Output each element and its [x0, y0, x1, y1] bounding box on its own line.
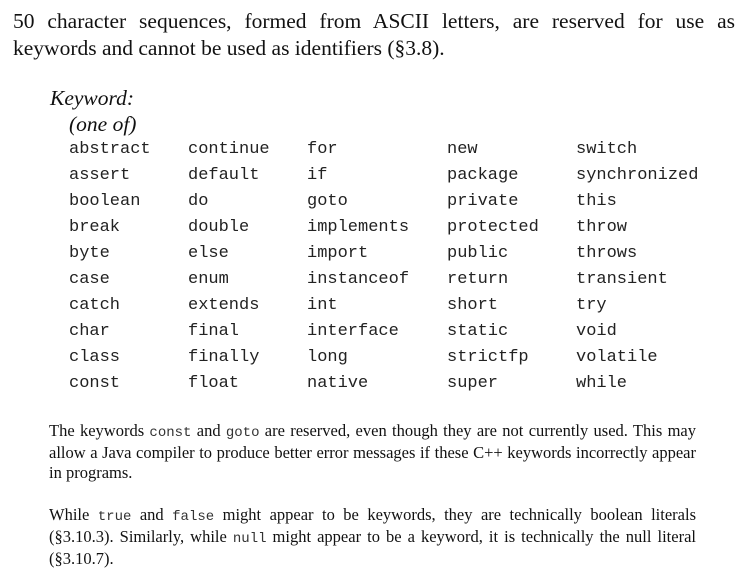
keyword-cell: float — [188, 374, 240, 393]
keyword-production-heading: Keyword: — [50, 86, 134, 110]
keyword-cell: throw — [576, 218, 628, 237]
keyword-cell: short — [447, 296, 499, 315]
keyword-cell: break — [69, 218, 121, 237]
keyword-cell: try — [576, 296, 607, 315]
keyword-cell: if — [307, 166, 328, 185]
keyword-cell: new — [447, 140, 478, 159]
literals-note — [49, 505, 696, 569]
keyword-cell: package — [447, 166, 519, 185]
keyword-cell: implements — [307, 218, 410, 237]
keyword-cell: while — [576, 374, 628, 393]
keyword-cell: public — [447, 244, 509, 263]
code-false: false — [172, 509, 215, 525]
keyword-cell: char — [69, 322, 110, 341]
note-text: and — [191, 421, 226, 440]
keyword-cell: assert — [69, 166, 131, 185]
keyword-cell: goto — [307, 192, 348, 211]
keyword-cell: private — [447, 192, 519, 211]
keyword-cell: throws — [576, 244, 638, 263]
keyword-cell: for — [307, 140, 338, 159]
keyword-cell: instanceof — [307, 270, 410, 289]
code-true: true — [97, 509, 132, 525]
intro-paragraph: 50 character sequences, formed from ASCII letters, are reserved for use as keywords and cannot be used as identifiers (§3.8). — [13, 9, 735, 60]
keyword-cell: continue — [188, 140, 270, 159]
keyword-cell: boolean — [69, 192, 141, 211]
keyword-cell: byte — [69, 244, 110, 263]
note-text: and — [131, 505, 173, 524]
keyword-cell: switch — [576, 140, 638, 159]
note-text: While — [49, 505, 98, 524]
keyword-cell: return — [447, 270, 509, 289]
keyword-cell: do — [188, 192, 209, 211]
keyword-cell: synchronized — [576, 166, 699, 185]
one-of-label: (one of) — [69, 112, 137, 136]
keyword-cell: int — [307, 296, 338, 315]
keyword-cell: double — [188, 218, 250, 237]
keyword-cell: interface — [307, 322, 399, 341]
keyword-cell: finally — [188, 348, 260, 367]
keyword-cell: volatile — [576, 348, 658, 367]
keyword-cell: long — [307, 348, 348, 367]
keyword-cell: class — [69, 348, 121, 367]
note-text: might appear to be keywords, they are technically boolean literals (§3.10.3). Similarly, while — [49, 505, 696, 546]
keyword-cell: else — [188, 244, 229, 263]
keyword-cell: this — [576, 192, 617, 211]
keyword-cell: final — [188, 322, 240, 341]
keyword-cell: enum — [188, 270, 229, 289]
note-text: are reserved, even though they are not currently used. This may allow a Java compiler to produce better error messages if these C++ keywords incorrectly appear in programs. — [49, 421, 696, 482]
keyword-cell: case — [69, 270, 110, 289]
keyword-cell: void — [576, 322, 617, 341]
keyword-cell: const — [69, 374, 121, 393]
code-null: null — [232, 531, 267, 547]
keyword-cell: super — [447, 374, 499, 393]
keyword-cell: catch — [69, 296, 121, 315]
keyword-cell: protected — [447, 218, 539, 237]
keyword-cell: default — [188, 166, 260, 185]
code-goto: goto — [225, 425, 260, 441]
keyword-cell: transient — [576, 270, 668, 289]
reserved-keywords-note — [49, 421, 696, 483]
keyword-cell: native — [307, 374, 369, 393]
keyword-cell: abstract — [69, 140, 151, 159]
note-text: might appear to be a keyword, it is technically the null literal (§3.10.7). — [49, 527, 696, 568]
note-text: The keywords — [49, 421, 150, 440]
keyword-cell: static — [447, 322, 509, 341]
keyword-cell: strictfp — [447, 348, 529, 367]
keyword-cell: import — [307, 244, 369, 263]
keyword-cell: extends — [188, 296, 260, 315]
code-const: const — [149, 425, 192, 441]
